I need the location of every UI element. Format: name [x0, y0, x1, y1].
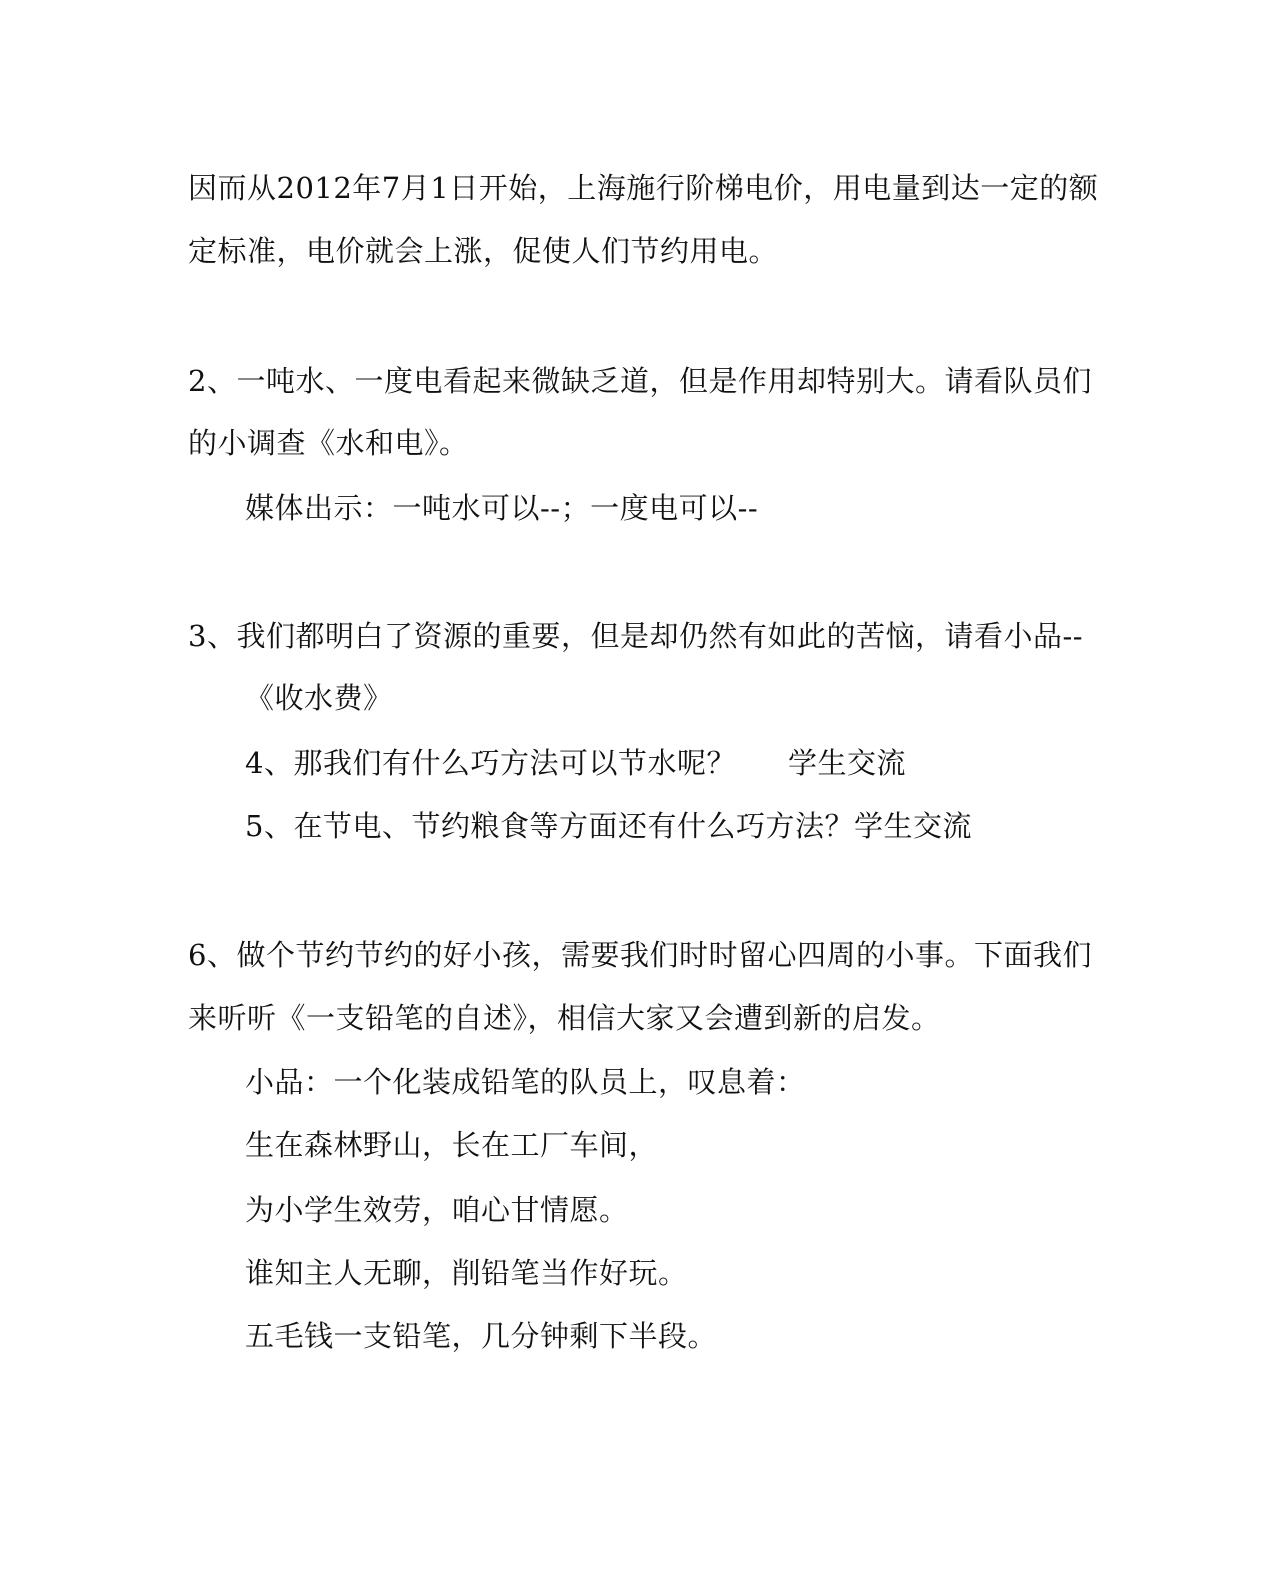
poem-line: 生在森林野山，长在工厂车间， [245, 1128, 659, 1162]
paragraph-line: 因而从2012年7月1日开始，上海施行阶梯电价，用电量到达一定的额 [188, 171, 1099, 205]
paragraph-line: 3、我们都明白了资源的重要，但是却仍然有如此的苦恼，请看小品-- [188, 619, 1084, 653]
paragraph-line: 小品：一个化装成铅笔的队员上，叹息着： [245, 1065, 806, 1099]
item4-question: 4、那我们有什么巧方法可以节水呢？ [245, 746, 736, 780]
poem-line: 谁知主人无聊，削铅笔当作好玩。 [245, 1256, 688, 1290]
poem-line: 为小学生效劳，咱心甘情愿。 [245, 1193, 629, 1227]
paragraph-line: 媒体出示：一吨水可以--；一度电可以-- [245, 491, 759, 525]
paragraph-line: 定标准，电价就会上涨，促使人们节约用电。 [188, 234, 779, 268]
paragraph-line-item4 [245, 745, 906, 781]
paragraph-line: 5、在节电、节约粮食等方面还有什么巧方法？学生交流 [245, 809, 972, 843]
paragraph-line: 2、一吨水、一度电看起来微缺乏道，但是作用却特别大。请看队员们 [188, 364, 1092, 398]
paragraph-line: 的小调查《水和电》。 [188, 426, 469, 460]
paragraph-line: 来听听《一支铅笔的自述》，相信大家又会遭到新的启发。 [188, 1001, 941, 1035]
paragraph-line: 《收水费》 [245, 681, 393, 715]
poem-line: 五毛钱一支铅笔，几分钟剩下半段。 [245, 1319, 718, 1353]
item4-answer: 学生交流 [787, 746, 906, 780]
paragraph-line: 6、做个节约节约的好小孩，需要我们时时留心四周的小事。下面我们 [188, 938, 1092, 972]
